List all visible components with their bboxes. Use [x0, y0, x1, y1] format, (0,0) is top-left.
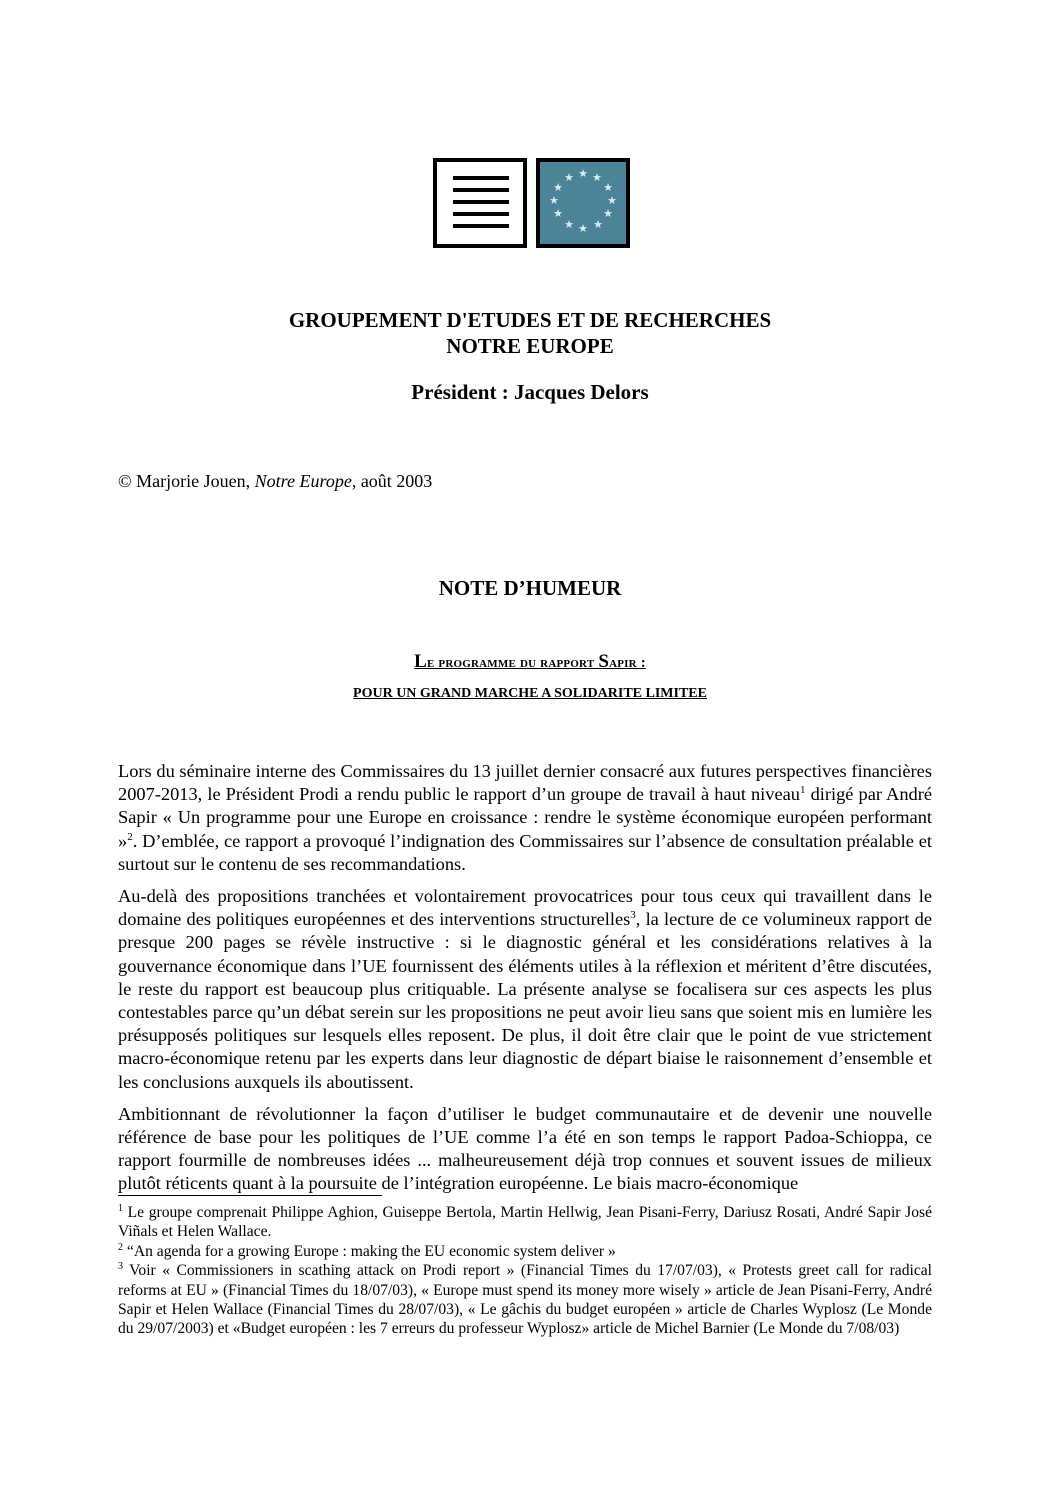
organization-heading: [0, 307, 1060, 359]
footnote-number: 2: [118, 1241, 123, 1253]
org-name-line2: NOTRE EUROPE: [446, 334, 614, 358]
paragraph-3: [118, 1103, 932, 1196]
svg-text:★: ★: [578, 223, 588, 235]
svg-text:★: ★: [603, 182, 613, 194]
footnote-number: 1: [118, 1202, 123, 1214]
svg-text:★: ★: [553, 208, 563, 220]
text: Au-delà des propositions tranchées et volontairement provocatrices pour tous ceux qui travaillent dans le domaine des politiques européennes et des interventions structurelles: [118, 886, 932, 930]
footnote-ref-3[interactable]: 3: [630, 909, 636, 922]
svg-text:★: ★: [553, 182, 563, 194]
svg-text:★: ★: [593, 219, 603, 231]
text: Lors du séminaire interne des Commissaires du 13 juillet dernier consacré aux futures perspectives financières 2007-2013, le Président Prodi a rendu public le rapport d’un groupe de travail à haut niveau: [118, 761, 932, 805]
eu-stars-flag-icon: [536, 158, 630, 248]
svg-text:★: ★: [603, 208, 613, 220]
footnote-divider: [118, 1195, 382, 1196]
logo: [433, 158, 630, 248]
text: , la lecture de ce volumineux rapport de presque 200 pages se révèle instructive : si le diagnostic général et les considérations relatives à la gouvernance économique dans l’UE fournissent des éléments utiles à la réflexion et méritent d’être discutées, le reste du rapport est beaucoup plus critiquable. La présente analyse se focalisera sur ces aspects les plus contestables parce qu’un débat serein sur les propositions ne peut avoir lieu sans que soient mis en lumière les présupposés politiques sur lesquels elles reposent. De plus, il doit être clair que le point de vue strictement macro-économique retenu par les experts dans leur diagnostic de départ biaise le raisonnement d’ensemble et les conclusions auxquels ils aboutissent.: [118, 909, 932, 1092]
footnote-text: “An agenda for a growing Europe : making the EU economic system deliver »: [123, 1242, 616, 1260]
paragraph-2: [118, 885, 932, 1094]
text: dirigé par André Sapir « Un programme pour une Europe en croissance : rendre le système économique européen performant »: [118, 784, 933, 851]
note-heading: NOTE D’HUMEUR: [438, 576, 622, 600]
footnote-number: 3: [118, 1261, 123, 1273]
document-title-line1: [0, 651, 1060, 673]
svg-text:★: ★: [592, 172, 602, 184]
footnote-3: [118, 1261, 932, 1339]
title-cap: S: [598, 651, 610, 672]
president-line: Président : Jacques Delors: [411, 380, 649, 404]
document-title-line2: POUR UN GRAND MARCHE A SOLIDARITE LIMITEE: [353, 686, 707, 701]
footnote-1: [118, 1203, 932, 1242]
text: Ambitionnant de révolutionner la façon d’utiliser le budget communautaire et de devenir une nouvelle référence de base pour les politiques de l’UE comme l’a été en son temps le rapport Padoa-Schioppa, ce rapport fourmille de nombreuses idées ... malheureusement déjà trop connues et souvent issues de milieux plutôt réticents quant à la poursuite de l’intégration européenne. Le biais macro-économique: [118, 1103, 932, 1194]
text: . D’emblée, ce rapport a provoqué l’indignation des Commissaires sur l’absence de consultation préalable et surtout sur le contenu de ses recommandations.: [118, 830, 932, 874]
title-initial: L: [414, 651, 427, 672]
svg-text:★: ★: [564, 219, 574, 231]
body-text: [118, 760, 932, 1205]
document-lines-icon: [433, 158, 527, 248]
copyright-author: © Marjorie Jouen,: [118, 471, 255, 491]
copyright-line: [118, 471, 432, 492]
footnote-text: Le groupe comprenait Philippe Aghion, Guiseppe Bertola, Martin Hellwig, Jean Pisani-Ferry, Dariusz Rosati, André Sapir José Viñals et Helen Wallace.: [118, 1204, 932, 1241]
svg-text:★: ★: [564, 172, 574, 184]
svg-text:★: ★: [578, 168, 588, 180]
title-text: e programme du rapport: [426, 655, 599, 671]
footnote-2: [118, 1242, 932, 1261]
footnotes: [118, 1203, 932, 1339]
footnote-text: Voir « Commissioners in scathing attack on Prodi report » (Financial Times du 17/07/03), « Protests greet call for radical reforms at EU » (Financial Times du 18/07/03), « Europe must spend its money more wisely » article de Jean Pisani-Ferry, André Sapir et Helen Wallace (Financial Times du 28/07/03), « Le gâchis du budget européen » article de Charles Wyplosz (Le Monde du 29/07/2003) et «Budget européen : les 7 erreurs du professeur Wyplosz» article de Michel Barnier (Le Monde du 7/08/03): [118, 1262, 932, 1338]
footnote-ref-2[interactable]: 2: [127, 830, 133, 843]
copyright-publication: Notre Europe: [254, 471, 352, 491]
footnote-ref-1[interactable]: 1: [800, 784, 806, 797]
svg-text:★: ★: [607, 195, 617, 207]
copyright-date: , août 2003: [351, 471, 433, 491]
org-name-line1: GROUPEMENT D'ETUDES ET DE RECHERCHES: [288, 308, 772, 332]
title-end: apir :: [609, 655, 646, 671]
paragraph-1: [118, 760, 932, 876]
svg-text:★: ★: [549, 195, 559, 207]
